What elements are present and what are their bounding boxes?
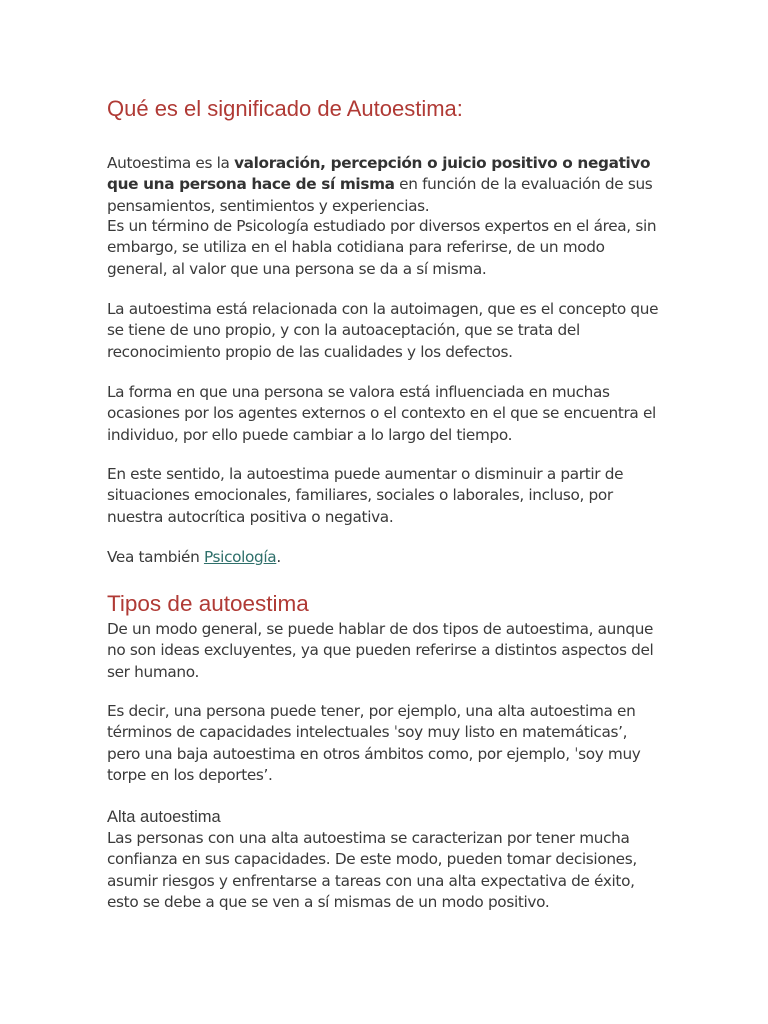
intro-paragraph <box>107 153 663 217</box>
see-also-suffix: . <box>276 548 281 566</box>
sense-paragraph: En este sentido, la autoestima puede aumentar o disminuir a partir de situaciones emocionales, familiares, sociales o laborales, incluso, por nuestra autocrítica positiva o negativa. <box>107 465 624 526</box>
intro-prefix: Autoestima es la <box>107 154 235 172</box>
types-heading: Tipos de autoestima <box>107 591 309 616</box>
page-title: Qué es el significado de Autoestima: <box>107 96 463 121</box>
psicologia-link[interactable]: Psicología <box>203 548 277 566</box>
example-paragraph: Es decir, una persona puede tener, por ejemplo, una alta autoestima en términos de capacidades intelectuales ˈsoy muy listo en matemáticas’, pero una baja autoestima en otros ámbitos como, por ejemplo, ˈsoy muy torpe en los deportes’. <box>107 702 641 784</box>
types-paragraph: De un modo general, se puede hablar de dos tipos de autoestima, aunque no son ideas excluyentes, ya que pueden referirse a distintos aspectos del ser humano. <box>107 620 654 681</box>
psychology-term-paragraph: Es un término de Psicología estudiado por diversos expertos en el área, sin embargo, se utiliza en el habla cotidiana para referirse, de un modo general, al valor que una persona se da a sí misma. <box>107 217 657 278</box>
see-also-paragraph <box>107 547 663 568</box>
intro-definition-bold: valoración, percepción o juicio positivo o negativo que una persona hace de sí misma <box>107 154 651 194</box>
influence-paragraph: La forma en que una persona se valora está influenciada en muchas ocasiones por los agentes externos o el contexto en el que se encuentra el individuo, por ello puede cambiar a lo largo del tiempo. <box>107 383 656 444</box>
see-also-prefix: Vea también <box>107 548 204 566</box>
high-self-esteem-paragraph: Las personas con una alta autoestima se caracterizan por tener mucha confianza en sus capacidades. De este modo, pueden tomar decisiones, asumir riesgos y enfrentarse a tareas con una alta expectativa de éxito, esto se debe a que se ven a sí mismas de un modo positivo. <box>107 829 637 911</box>
autoimagen-paragraph: La autoestima está relacionada con la autoimagen, que es el concepto que se tiene de uno propio, y con la autoaceptación, que se trata del reconocimiento propio de las cualidades y los defectos. <box>107 300 659 361</box>
intro-suffix: en función de la evaluación de sus pensamientos, sentimientos y experiencias. <box>107 175 653 215</box>
high-self-esteem-heading: Alta autoestima <box>107 808 221 826</box>
